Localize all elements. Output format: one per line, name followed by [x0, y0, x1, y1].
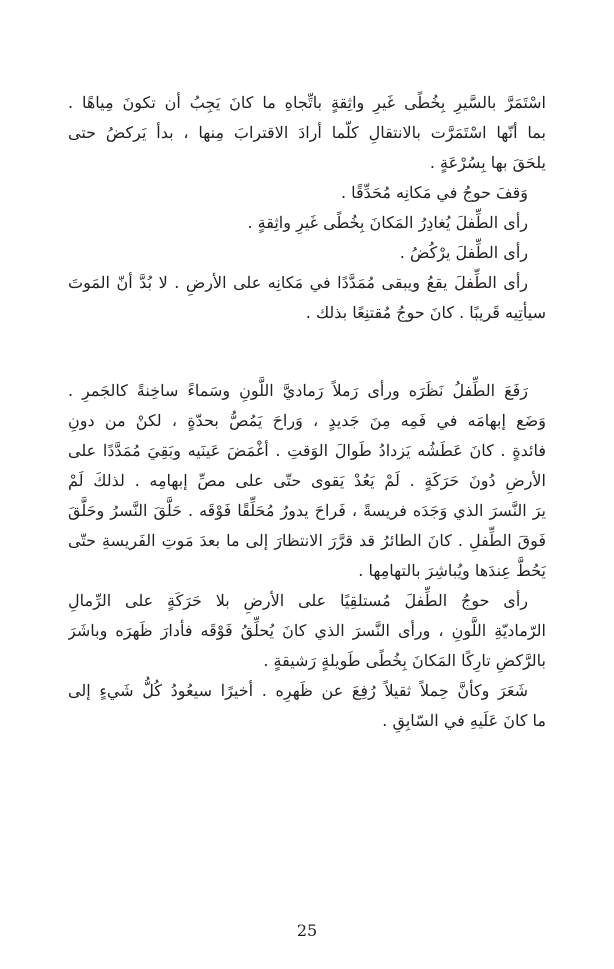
- text-line: الأرضِ دُونَ حَرَكَةٍ . لَمْ يَعُدْ يَقوى حتّى على مصِّ إبهامِه . لذلكَ لَمْ: [68, 471, 546, 490]
- book-page-body: [68, 88, 546, 736]
- text-line: رأى الطِّفلَ يُغادِرُ المَكانَ بِخُطًى غَيرِ واثِقةٍ .: [247, 213, 528, 232]
- text-line: وَضَع إبهامَه في فَمِه مِنَ جَديدٍ ، وَراحَ يَمُصُّ بحدّةٍ ، لكنْ من دونِ: [68, 411, 546, 430]
- text-line: رأى الطِّفلَ يقعُ ويبقى مُمَدَّدًا في مَكانِه على الأرضِ . لا بُدَّ أنّ المَوتَ: [68, 273, 528, 292]
- text-line: يَحُطَّ عِندَها ويُباشِرَ بالتهامِها .: [358, 561, 546, 580]
- text-line: رَفَعَ الطِّفلُ نَظَرَه ورأى رَملاً رَماديَّ اللَّونِ وسَماءً ساخِنةً كالجَمرِ .: [68, 381, 528, 400]
- paragraph-block-2: [68, 376, 546, 736]
- text-line: فائدةٍ . كانَ عَطَشُه يَزدادُ طَوالَ الوَقتِ . أغْمَضَ عَينَيه وبَقِيَ مُمَدَّدًا على: [68, 441, 546, 460]
- text-line: يلحَقَ بها بِسُرْعَةٍ .: [429, 153, 546, 172]
- text-line: ما كانَ عَلَيهِ في السّابِقِ .: [382, 711, 546, 730]
- text-line: وَقفَ حوجُ في مَكانِه مُحَدِّقًا .: [340, 183, 528, 202]
- text-line: رأى الطِّفلَ يرْكُضُ .: [399, 243, 528, 262]
- paragraph-block-1: [68, 88, 546, 328]
- text-line: اسْتَمَرَّ بالسَّيرِ بِخُطًى غَيرِ واثِقةٍ باتِّجاهِ ما كانَ يَجِبُ أن تكونَ مِياهًا .: [68, 93, 546, 112]
- text-line: يرَ النَّسرَ الذي وَجَدَه فريسةً ، فَراحَ يدورُ مُحَلِّقًا فَوْقَه . حَلَّقَ النَّسرُ وحَلَّقَ: [68, 501, 546, 520]
- text-line: الرّماديّةِ اللَّونِ ، ورأى النَّسرَ الذي كانَ يُحلِّقُ فَوْقَه فأدارَ ظَهرَه وباشَرَ: [68, 621, 546, 640]
- text-line: بالرَّكضِ تارِكًا المَكانَ بِخُطًى طَويلةٍ رَشيقةٍ .: [263, 651, 546, 670]
- text-line: رأى حوجُ الطِّفلَ مُستلقِيًا على الأرضِ بلا حَرَكَةٍ على الرِّمالِ: [68, 591, 528, 610]
- text-line: فَوقَ الطِّفلِ . كانَ الطائرُ قد قرَّرَ الانتظارَ إلى ما بعدَ مَوتِ الفَريسةِ حتّى: [68, 531, 546, 550]
- text-line: شَعَرَ وكأنَّ حِملاً ثقيلاً رُفِعَ عن ظَهرِه . أخيرًا سيعُودُ كُلُّ شَيءٍ إلى: [68, 681, 528, 700]
- page-number: 25: [296, 921, 318, 940]
- text-line: سيأتِيه قَريبًا . كانَ حوجُ مُقتنِعًا بذلك .: [305, 303, 546, 322]
- text-line: بما أنّها اسْتَمَرَّت بالانتقالِ كلّما أرادَ الاقترابَ مِنها ، بدأ يَركضُ حتى: [68, 123, 546, 142]
